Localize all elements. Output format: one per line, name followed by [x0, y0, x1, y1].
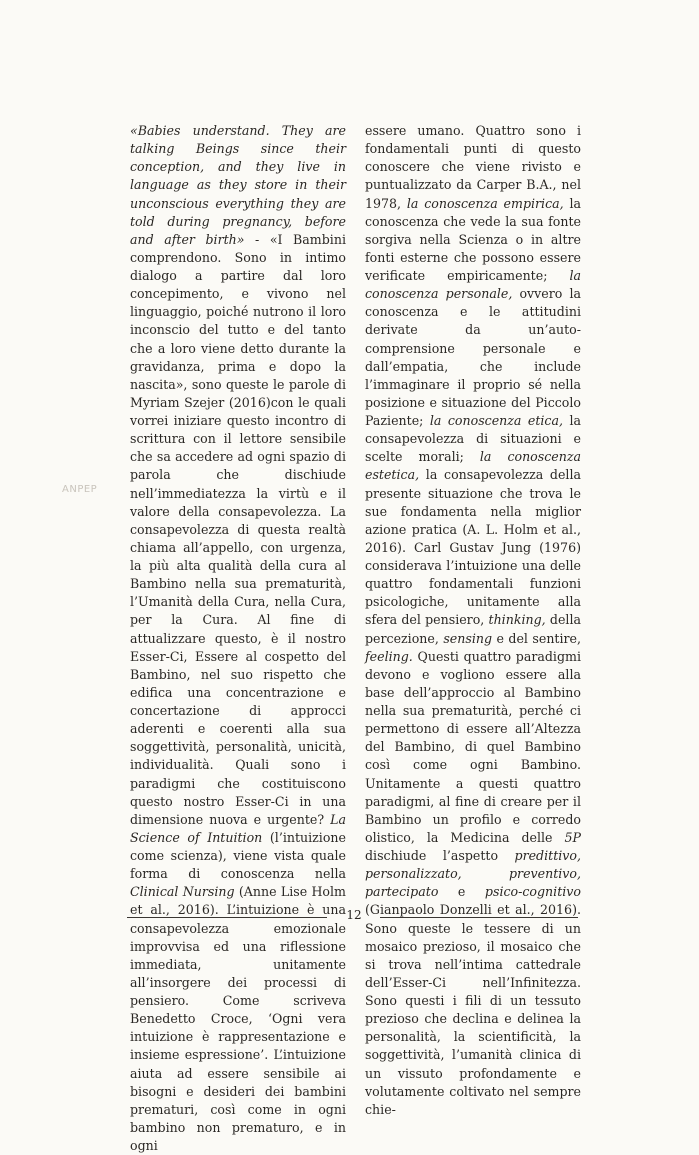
text-run: 5P	[564, 829, 581, 845]
right-column	[365, 122, 581, 1119]
text-run: psico-cognitivo	[484, 884, 581, 900]
text-run: e	[438, 884, 485, 900]
left-column	[130, 122, 346, 1155]
right-column-text	[365, 122, 581, 1119]
text-run: (l’intuizione come scienza), viene vista quale forma di conoscenza nella	[130, 829, 346, 882]
text-run: la conoscenza etica,	[429, 413, 563, 428]
footer-rule-right	[380, 917, 578, 918]
text-run: «Babies understand. They are talking Beings since their conception, and they live in language as they store in their unconscious everything they are told during pregnancy, before and after birth»	[130, 123, 346, 247]
text-run: predittivo, personalizzato, preventivo, partecipato	[365, 848, 581, 900]
text-run: dischiude l’aspetto	[365, 848, 515, 863]
text-run: essere umano. Quattro sono i fondamentali punti di questo conoscere che viene rivisto e puntualizzato da Carper B.A., nel 1978,	[365, 123, 581, 211]
text-run: la consapevolezza della presente situazione che trova le sue fondamenta nella miglior azione pratica (A. L. Holm et al., 2016). Carl Gustav Jung (1976) considerava l’intuizione una delle quattro fondamentali funzioni psicologiche, unitamente alla sfera del pensiero,	[365, 467, 581, 628]
text-run: (Gianpaolo Donzelli et al., 2016). Sono queste le tessere di un mosaico prezioso, il mosaico che si trova nell’intima cattedrale dell’Esser-Ci nell’Infinitezza. Sono questi i fili di un tessuto prezioso che declina e delinea la personalità, la scientificità, la soggettività, l’umanità clinica di un vissuto profondamente e volutamente coltivato nel sempre chie-	[365, 902, 581, 1117]
text-run: la conoscenza empirica,	[406, 195, 564, 211]
text-run: - «I Bambini comprendono. Sono in intimo dialogo a partire dal loro concepimento, e vivono nel linguaggio, poiché nutrono il loro inconscio del tutto e del tanto che a loro viene detto durante la gravidanza, prima e dopo la nascita», sono queste le parole di Myriam Szejer (2016)con le quali vorrei iniziare questo incontro di scrittura con il lettore sensibile che sa accedere ad ogni spazio di parola che dischiude nell’immediatezza la virtù e il valore della consapevolezza. La consapevolezza di questa realtà chiama all’appello, con urgenza, la più alta qualità della cura al Bambino nella sua prematurità, l’Umanità della Cura, nella Cura, per la Cura. Al fine di attualizzare questo, è il nostro Esser-Ci, Essere al cospetto del Bambino, nel suo rispetto che edifica una concentrazione e concertazione di approcci aderenti e coerenti alla sua soggettività, personalità, unicità, individualità. Quali sono i paradigmi che costituiscono questo nostro Esser-Ci in una dimensione nuova e urgente?	[130, 231, 346, 827]
page-number: 12	[346, 908, 362, 922]
footer-rule-left	[127, 917, 327, 918]
text-run: La Science of Intuition	[130, 811, 346, 845]
watermark: ANPEP	[62, 484, 98, 495]
text-run: Questi quattro paradigmi devono e vogliono essere alla base dell’approccio al Bambino nella sua prematurità, perché ci permettono di essere all’Altezza del Bambino, di quel Bambino così come ogni Bambino. Unitamente a questi quattro paradigmi, al fine di creare per il Bambino un profilo e corredo olistico, la Medicina delle	[365, 648, 581, 845]
text-run: thinking,	[488, 612, 546, 628]
text-run: della percezione,	[365, 612, 581, 646]
text-run: la conoscenza personale,	[365, 268, 581, 302]
text-run: feeling.	[365, 648, 413, 664]
text-run: la conoscenza estetica,	[365, 449, 581, 483]
text-run: sensing	[443, 630, 493, 646]
text-run: (Anne Lise Holm et al., 2016). L’intuizione è una consapevolezza emozionale improvvisa ed una riflessione immediata, unitamente all’insorgere dei processi di pensiero. Come scriveva Benedetto Croce, ‘Ogni vera intuizione è rappresentazione e insieme espressione’. L’intuizione aiuta ad essere sensibile ai bisogni e desideri dei bambini prematuri, così come in ogni bambino non prematuro, e in ogni	[130, 884, 346, 1153]
text-run: ovvero la conoscenza e le attitudini derivate da un’auto-comprensione personale e dall’empatia, che include l’immaginare il proprio sé nella posizione e situazione del Piccolo Paziente;	[365, 286, 581, 428]
left-column-text	[130, 122, 346, 1155]
text-run: la conoscenza che vede la sua fonte sorgiva nella Scienza o in altre fonti esterne che possono essere verificate empiricamente;	[365, 195, 581, 283]
text-run: e del sentire,	[492, 630, 581, 646]
text-run: la consapevolezza di situazioni e scelte morali;	[365, 413, 582, 465]
text-run: Clinical Nursing	[130, 884, 235, 900]
